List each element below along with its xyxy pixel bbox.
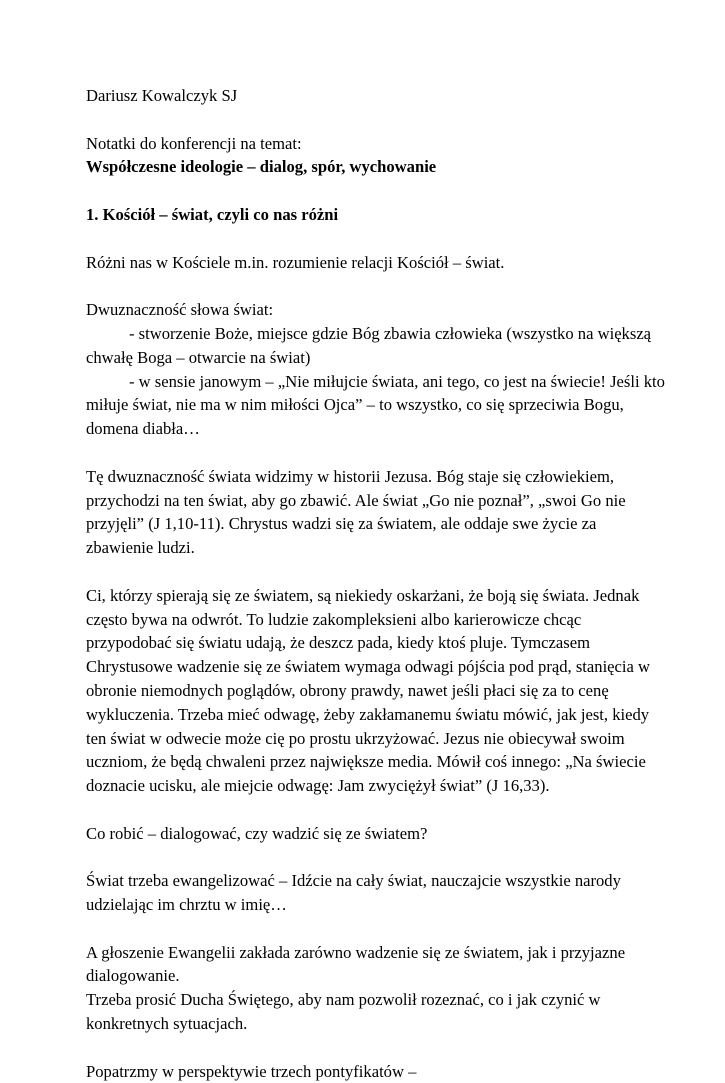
spacer bbox=[86, 1036, 666, 1060]
paragraph-evangelize: Świat trzeba ewangelizować – Idźcie na cały świat, nauczajcie wszystkie narody udzielając im chrztu w imię… bbox=[86, 871, 621, 915]
topic-title: Współczesne ideologie – dialog, spór, wychowanie bbox=[86, 157, 437, 177]
spacer bbox=[86, 798, 666, 822]
spacer bbox=[86, 917, 666, 941]
spacer bbox=[86, 274, 666, 298]
section-heading: 1. Kościół – świat, czyli co nas różni bbox=[86, 204, 339, 224]
ambiguity-item-2: - w sensie janowym – „Nie miłujcie świata, ani tego, co jest na świecie! Jeśli kto miłuje świat, nie ma w nim miłości Ojca” – to wszystko, co się sprzeciwia Bogu, domena diabła… bbox=[86, 371, 665, 439]
spacer bbox=[86, 108, 666, 132]
paragraph-pontificates: Popatrzmy w perspektywie trzech pontyfikatów – bbox=[86, 1061, 417, 1081]
paragraph-differences: Różni nas w Kościele m.in. rozumienie relacji Kościół – świat. bbox=[86, 252, 505, 272]
paragraph-question: Co robić – dialogować, czy wadzić się ze światem? bbox=[86, 823, 428, 843]
document-body bbox=[86, 84, 666, 1083]
spacer bbox=[86, 846, 666, 870]
spacer bbox=[86, 560, 666, 584]
intro-line: Notatki do konferencji na temat: bbox=[86, 133, 302, 153]
paragraph-spirit: Trzeba prosić Ducha Świętego, aby nam pozwolił rozeznać, co i jak czynić w konkretnych sytuacjach. bbox=[86, 990, 601, 1034]
spacer bbox=[86, 227, 666, 251]
spacer bbox=[86, 179, 666, 203]
paragraph-proclaim: A głoszenie Ewangelii zakłada zarówno wadzenie się ze światem, jak i przyjazne dialogowanie. bbox=[86, 942, 626, 986]
author-line: Dariusz Kowalczyk SJ bbox=[86, 86, 238, 105]
spacer bbox=[86, 441, 666, 465]
paragraph-courage: Ci, którzy spierają się ze światem, są niekiedy oskarżani, że boją się świata. Jednak często bywa na odwrót. To ludzie zakompleksieni albo karierowicze chcąc przypodobać się światu udają, że deszcz pada, kiedy ktoś pluje. Tymczasem Chrystusowe wadzenie się ze światem wymaga odwagi pójścia pod prąd, stanięcia w obronie niemodnych poglądów, obrony prawdy, nawet jeśli płaci się za to cenę wykluczenia. Trzeba mieć odwagę, żeby zakłamanemu światu mówić, jak jest, kiedy ten świat w odwecie może cię po prostu ukrzyżować. Jezus nie obiecywał swoim uczniom, że będą chwaleni przez największe media. Mówił coś innego: „Na świecie doznacie ucisku, ale miejcie odwagę: Jam zwyciężył świat” (J 16,33). bbox=[86, 585, 651, 796]
paragraph-jesus: Tę dwuznaczność świata widzimy w historii Jezusa. Bóg staje się człowiekiem, przychodzi na ten świat, aby go zbawić. Ale świat „Go nie poznał”, „swoi Go nie przyjęli” (J 1,10-11). Chrystus wadzi się za światem, ale oddaje swe życie za zbawienie ludzi. bbox=[86, 466, 626, 558]
ambiguity-intro: Dwuznaczność słowa świat: bbox=[86, 300, 274, 320]
ambiguity-item-1: - stworzenie Boże, miejsce gdzie Bóg zbawia człowieka (wszystko na większą chwałę Boga – otwarcie na świat) bbox=[86, 323, 652, 367]
